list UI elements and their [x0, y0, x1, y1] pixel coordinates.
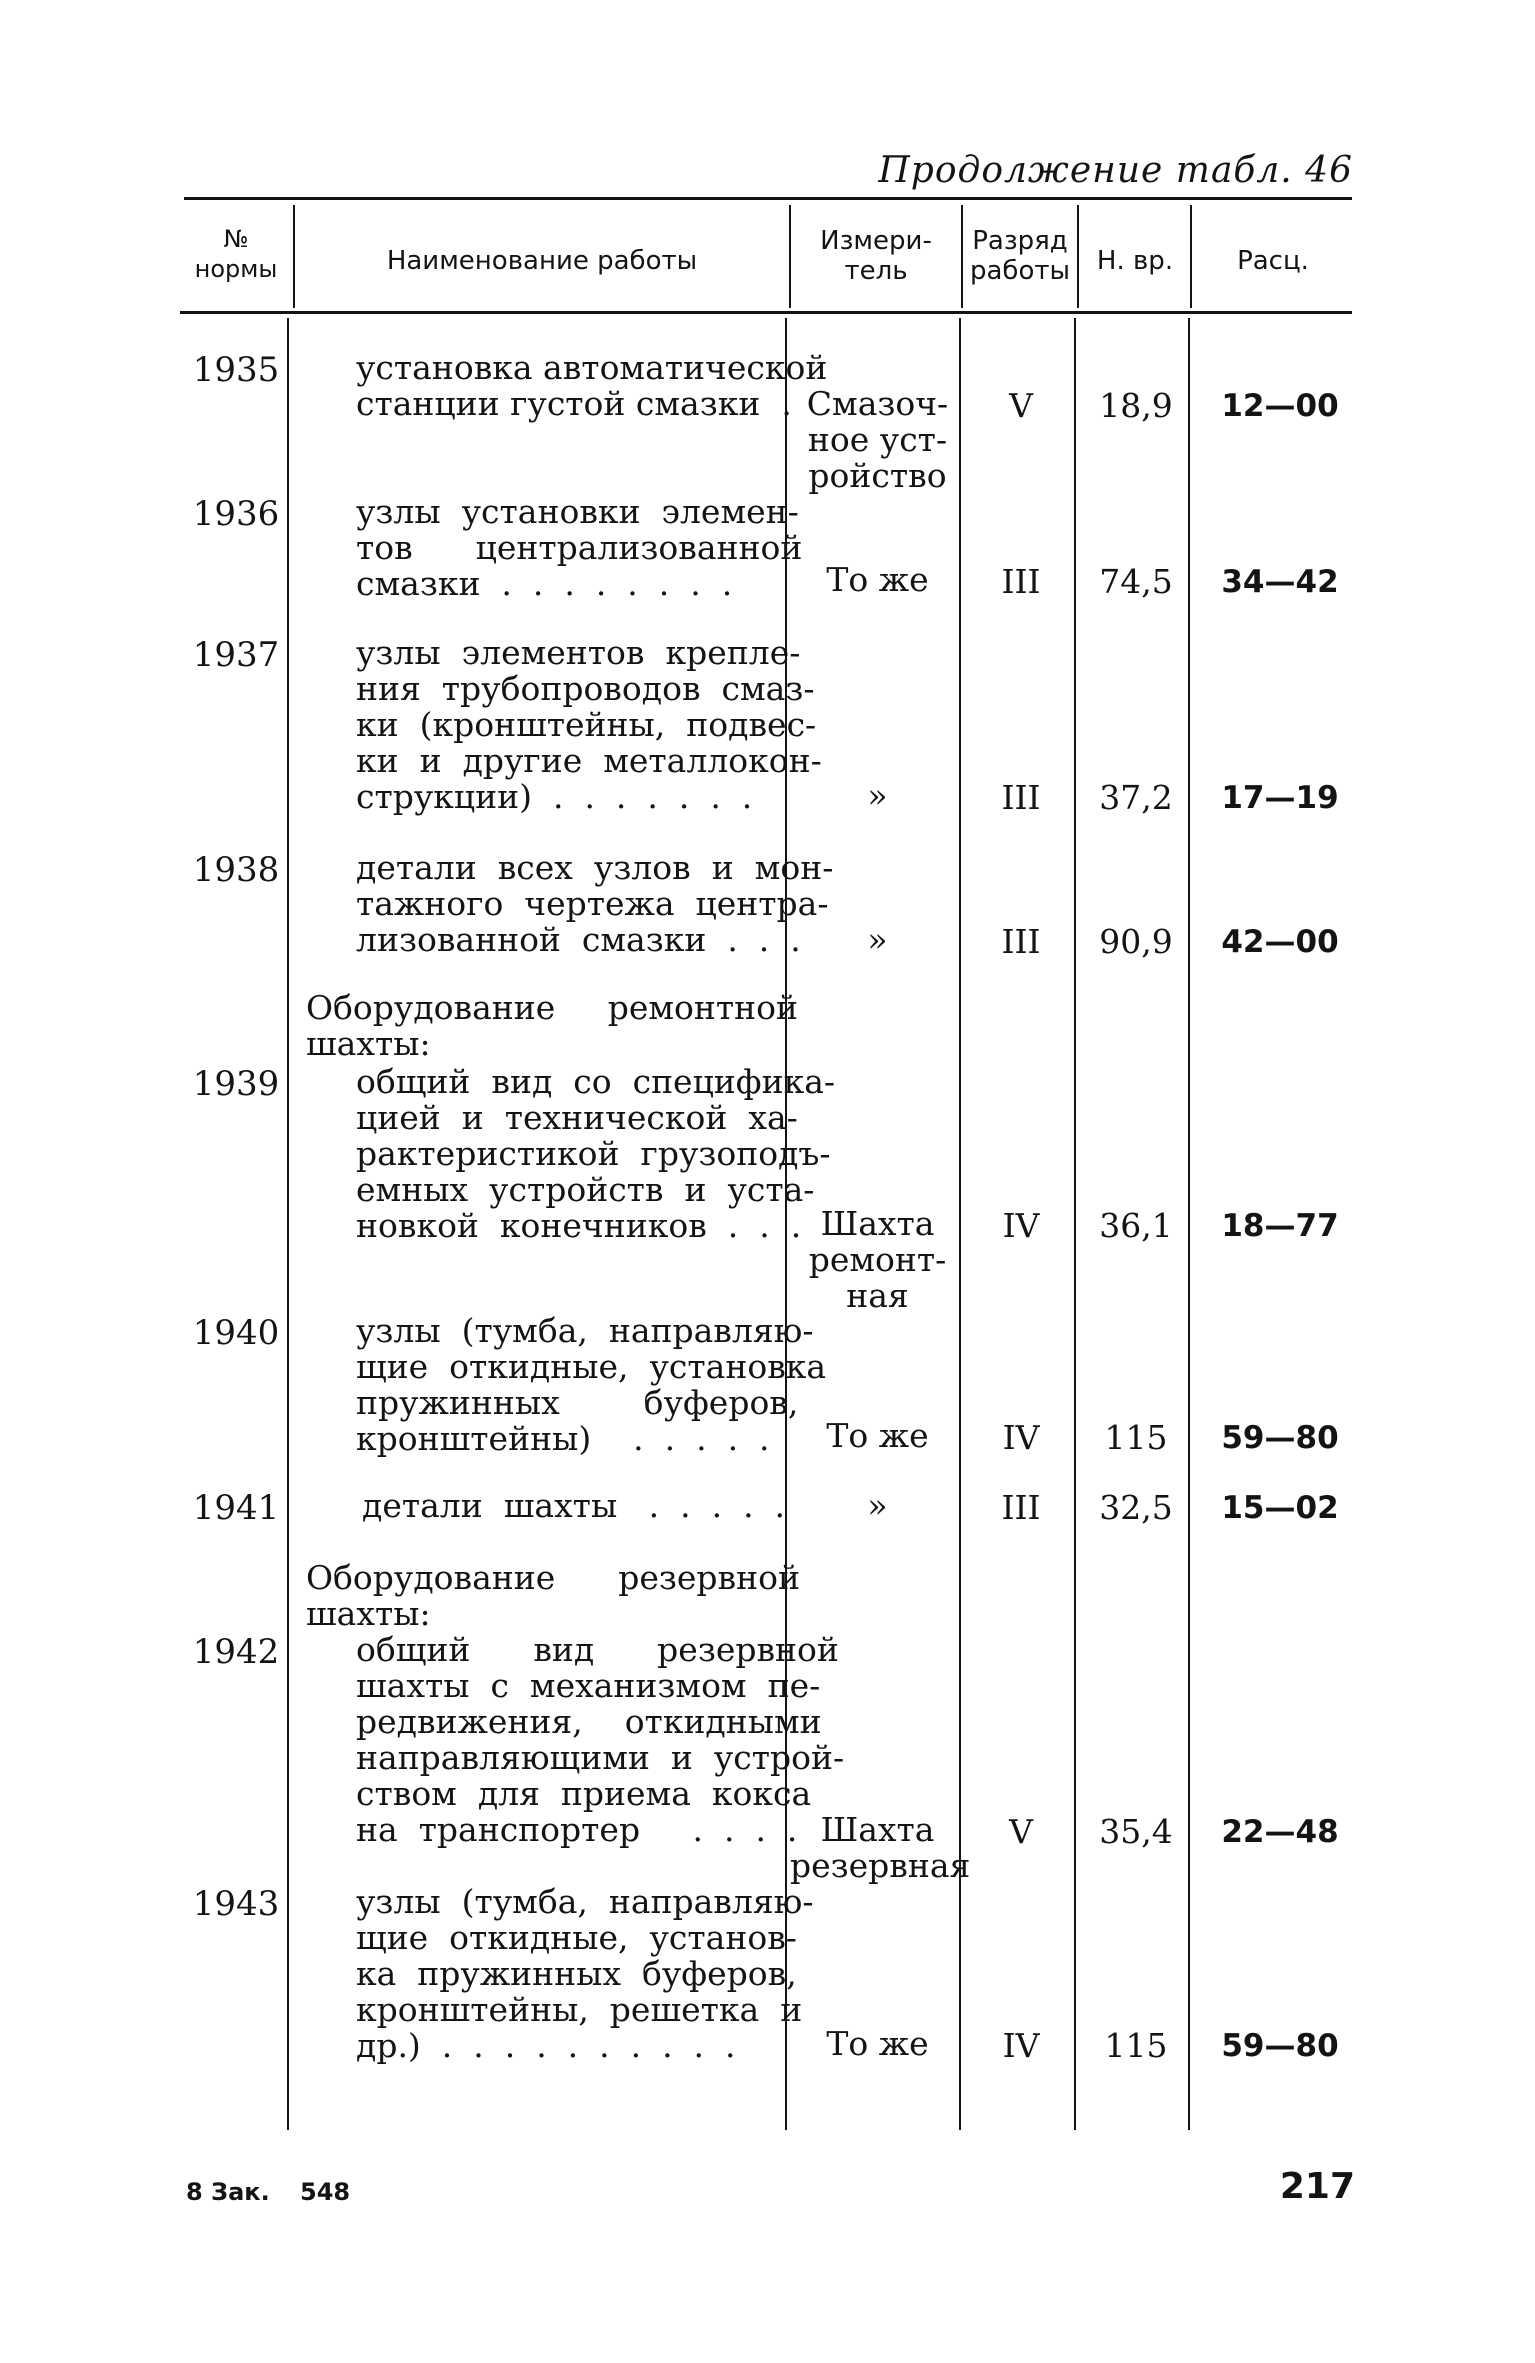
row-1941-desc: детали шахты . . . . .	[362, 1486, 786, 1525]
row-1941-hours: 32,5	[1099, 1488, 1173, 1527]
row-1942-measure: Шахта резервная	[790, 1810, 971, 1885]
row-1936-grade: III	[1001, 562, 1041, 601]
row-1941-measure: »	[867, 1486, 888, 1525]
header-divider-2	[789, 205, 791, 308]
row-1935-desc: установка автоматической станции густой смазки .	[356, 348, 828, 423]
table-caption: Продолжение табл. 46	[878, 150, 1353, 191]
row-1937-num: 1937	[192, 635, 280, 675]
row-1936-rate: 34—42	[1221, 564, 1339, 600]
header-divider-5	[1190, 205, 1192, 308]
row-1939-rate: 18—77	[1221, 1208, 1339, 1244]
row-1939-num: 1939	[192, 1064, 280, 1104]
row-1943-measure: То же	[826, 2024, 929, 2063]
row-1940-rate: 59—80	[1221, 1420, 1339, 1456]
row-1936-desc: узлы установки элемен- тов централизованной смазки . . . . . . . .	[356, 492, 803, 603]
row-1937-measure: »	[867, 776, 888, 815]
row-1937-rate: 17—19	[1221, 780, 1339, 816]
row-1942-num: 1942	[192, 1632, 280, 1672]
row-1936-num: 1936	[192, 494, 280, 534]
row-1936-hours: 74,5	[1099, 562, 1173, 601]
section-repair-shaft: Оборудование ремонтной шахты:	[306, 988, 799, 1063]
header-divider-4	[1077, 205, 1079, 308]
header-col-rate: Расц.	[1237, 246, 1309, 276]
row-1938-desc: детали всех узлов и мон- тажного чертежа центра- лизованной смазки . . .	[356, 848, 834, 959]
row-1935-rate: 12—00	[1221, 388, 1339, 424]
row-1938-num: 1938	[192, 850, 280, 890]
row-1940-num: 1940	[192, 1313, 280, 1353]
header-col-measure: Измери- тель	[820, 226, 932, 286]
header-col-hours: Н. вр.	[1096, 246, 1174, 276]
row-1940-hours: 115	[1104, 1418, 1168, 1457]
row-1943-hours: 115	[1104, 2026, 1168, 2065]
row-1940-measure: То же	[826, 1416, 929, 1455]
row-1943-desc: узлы (тумба, направляю- щие откидные, установ- ка пружинных буферов, кронштейны, решетка и др.) . . . . . . . . . .	[356, 1882, 814, 2065]
row-1939-desc: общий вид со специфика- цией и технической ха- рактеристикой грузоподъ- емных устройств и уста- новкой конечников . . .	[356, 1062, 836, 1245]
row-1943-num: 1943	[192, 1884, 280, 1924]
row-1942-desc: общий вид резервной шахты с механизмом пе- редвижения, откидными направляющими и устрой- ством для приема кокса на транспортер . . . .	[356, 1630, 845, 1849]
body-divider-1	[287, 318, 289, 2130]
section-reserve-shaft: Оборудование резервной шахты:	[306, 1558, 800, 1633]
top-rule	[184, 197, 1352, 200]
row-1937-hours: 37,2	[1099, 778, 1173, 817]
header-divider-1	[293, 205, 295, 308]
row-1935-measure: Смазоч- ное уст- ройство	[806, 384, 949, 495]
row-1937-grade: III	[1001, 778, 1041, 817]
header-col-grade: Разряд работы	[969, 226, 1071, 286]
row-1940-desc: узлы (тумба, направляю- щие откидные, установка пружинных буферов, кронштейны) . . . . .	[356, 1311, 827, 1458]
footer-order-number: 548	[300, 2178, 351, 2206]
row-1941-grade: III	[1001, 1488, 1041, 1527]
row-1935-num: 1935	[192, 350, 280, 390]
row-1943-rate: 59—80	[1221, 2028, 1339, 2064]
row-1935-grade: V	[1009, 386, 1033, 425]
row-1943-grade: IV	[1002, 2026, 1040, 2065]
row-1936-measure: То же	[826, 560, 929, 599]
row-1938-rate: 42—00	[1221, 924, 1339, 960]
row-1941-num: 1941	[192, 1488, 280, 1528]
row-1939-hours: 36,1	[1099, 1206, 1173, 1245]
row-1938-measure: »	[867, 920, 888, 959]
row-1939-grade: IV	[1002, 1206, 1040, 1245]
header-bottom-rule	[180, 311, 1352, 314]
row-1942-grade: V	[1009, 1812, 1033, 1851]
header-col-name: Наименование работы	[386, 246, 698, 276]
row-1940-grade: IV	[1002, 1418, 1040, 1457]
row-1942-hours: 35,4	[1099, 1812, 1173, 1851]
footer-order-label: 8 Зак.	[186, 2178, 270, 2206]
row-1938-hours: 90,9	[1099, 922, 1173, 961]
row-1942-rate: 22—48	[1221, 1814, 1339, 1850]
row-1937-desc: узлы элементов крепле- ния трубопроводов смаз- ки (кронштейны, подвес- ки и другие металлокон- струкции) . . . . . . .	[356, 633, 822, 816]
page-number: 217	[1279, 2166, 1355, 2207]
row-1938-grade: III	[1001, 922, 1041, 961]
row-1939-measure: Шахта ремонт- ная	[808, 1204, 947, 1315]
header-col-num: № нормы	[194, 225, 278, 283]
row-1941-rate: 15—02	[1221, 1490, 1339, 1526]
row-1935-hours: 18,9	[1099, 386, 1173, 425]
